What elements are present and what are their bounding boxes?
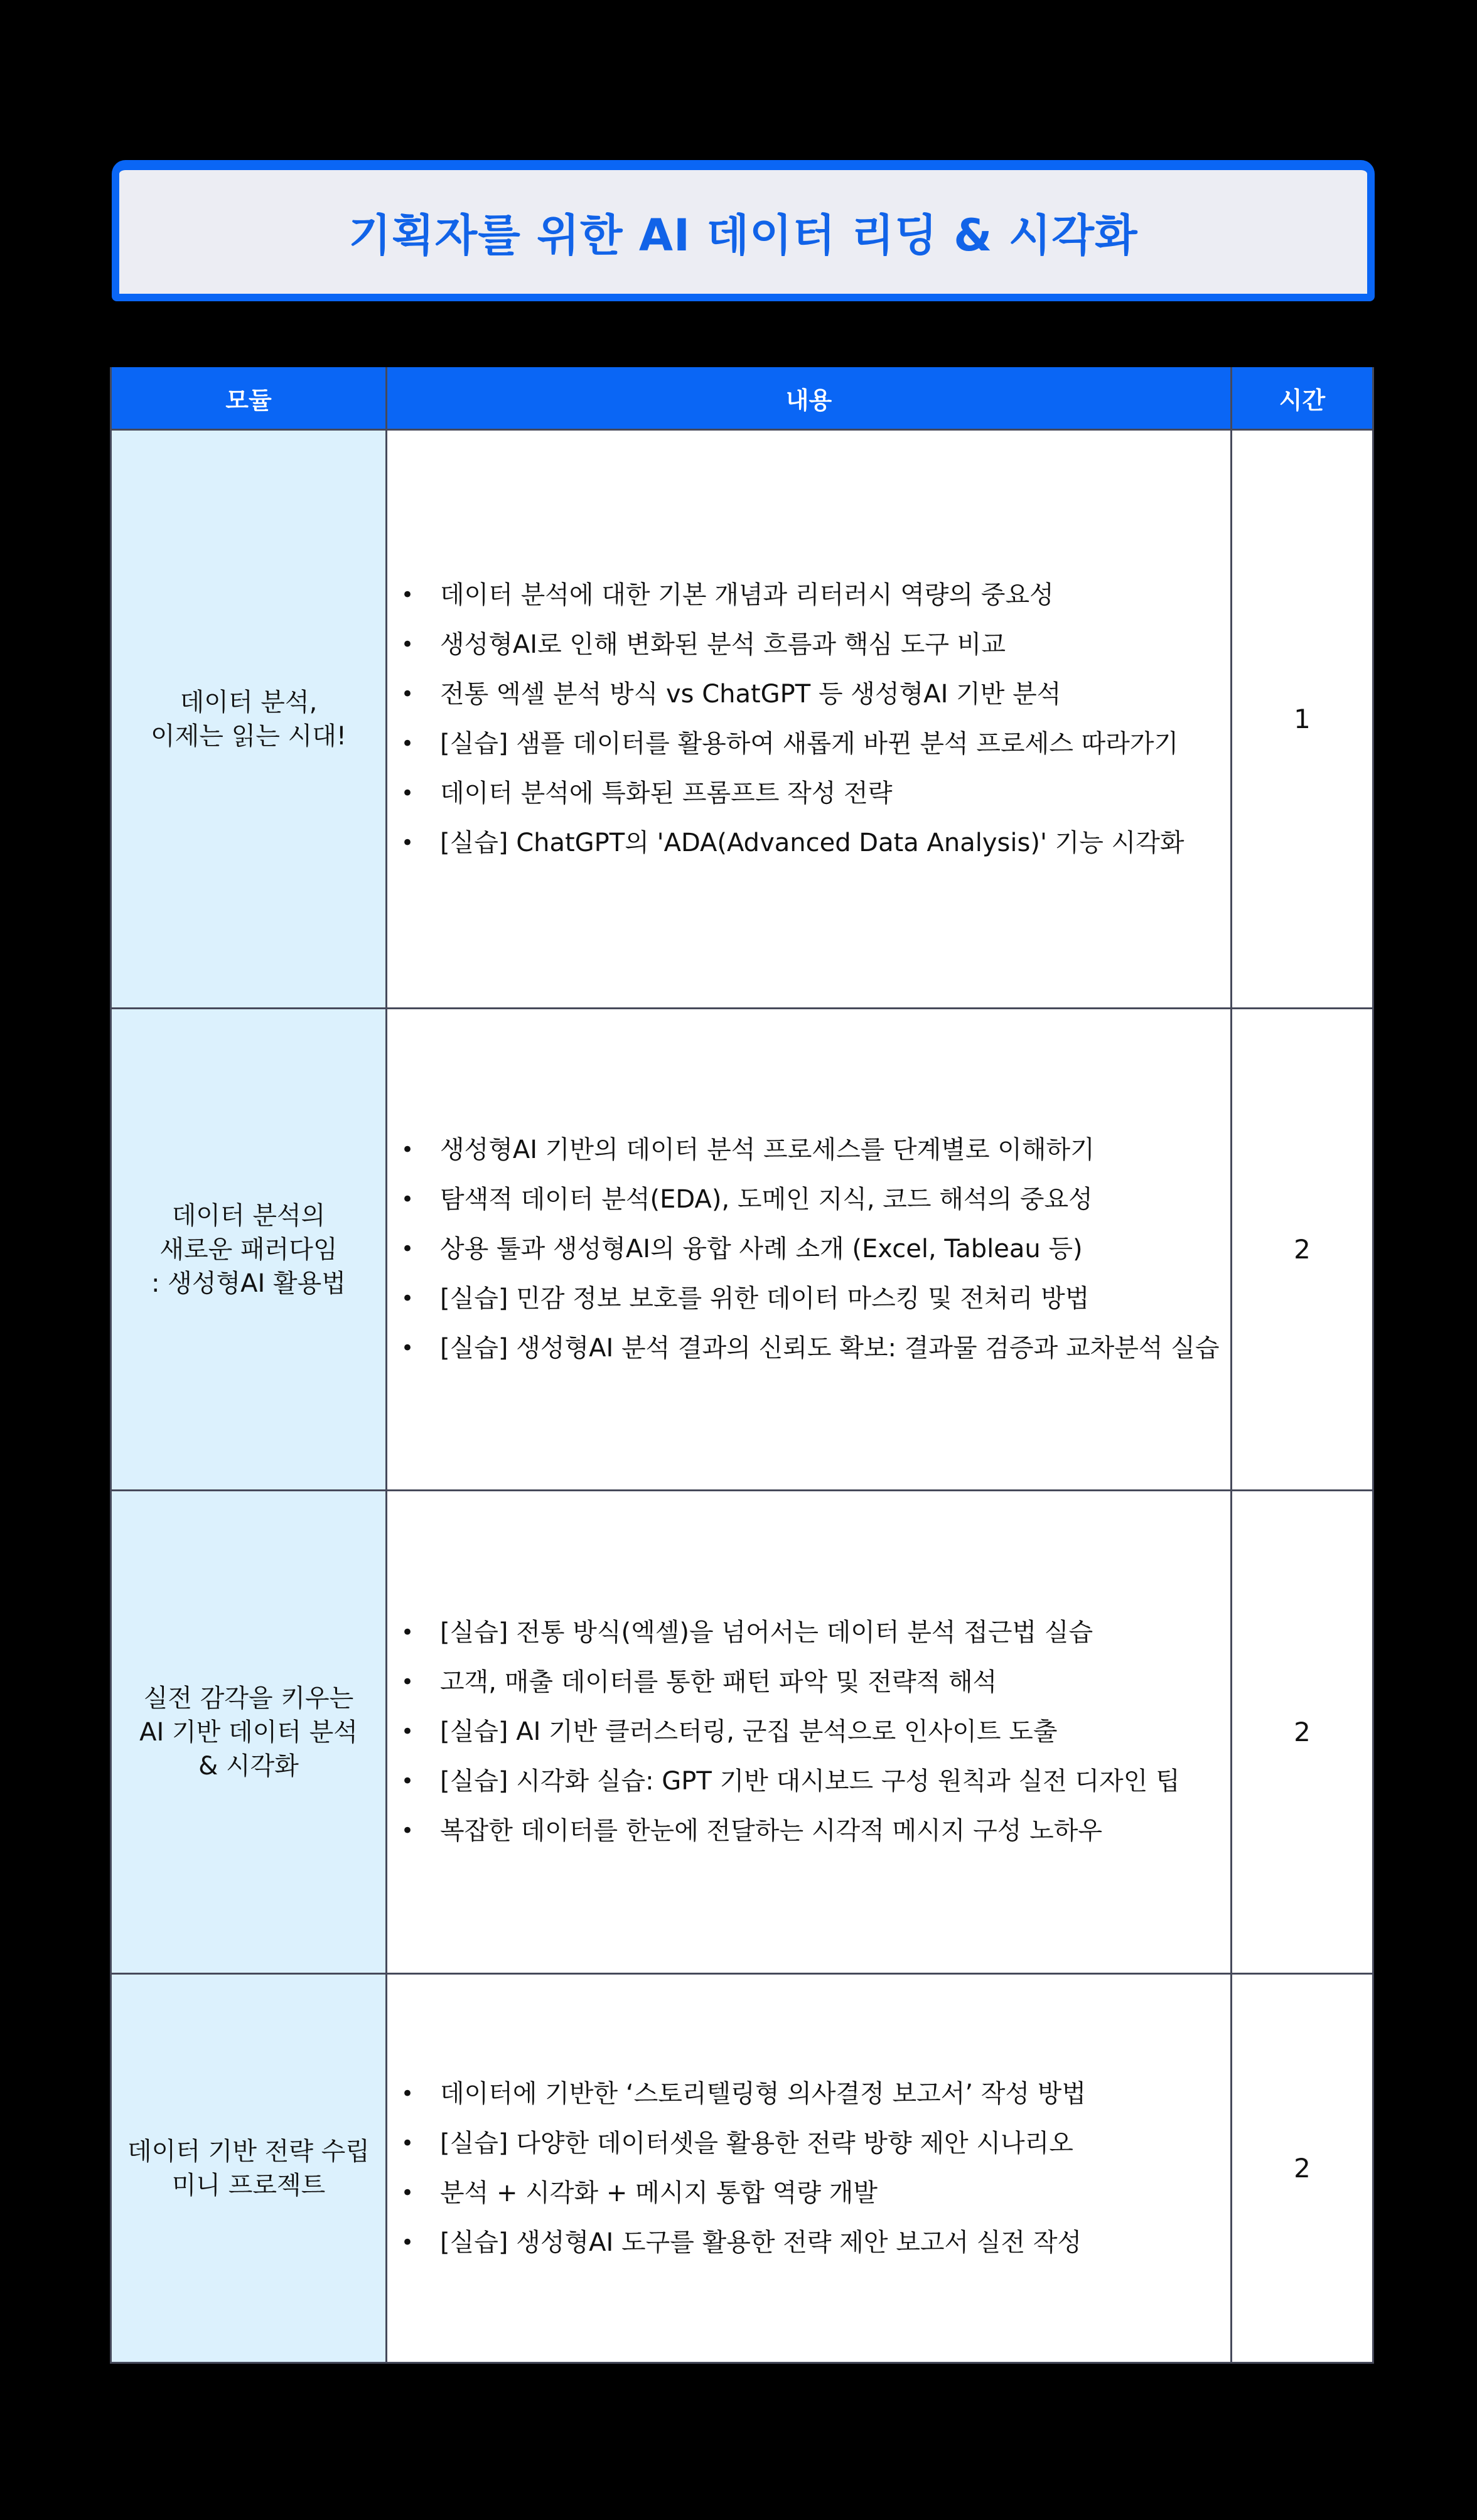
bullet-icon: • bbox=[401, 1670, 414, 1695]
module-title-line: AI 기반 데이터 분석 bbox=[139, 1717, 358, 1747]
bullet-icon: • bbox=[401, 2130, 414, 2156]
list-item bbox=[401, 1225, 1230, 1274]
list-item bbox=[401, 719, 1230, 769]
hours-cell: 1 bbox=[1232, 430, 1373, 1009]
list-item bbox=[401, 1757, 1230, 1806]
topic-text: [실습] 생성형AI 도구를 활용한 전략 제안 보고서 실전 작성 bbox=[440, 2228, 1082, 2257]
topic-list bbox=[387, 571, 1230, 868]
content-cell bbox=[387, 1491, 1232, 1974]
hours-cell: 2 bbox=[1232, 1974, 1373, 2363]
topic-list bbox=[387, 2069, 1230, 2268]
topic-text: [실습] 전통 방식(엑셀)을 넘어서는 데이터 분석 접근법 실습 bbox=[440, 1618, 1093, 1647]
topic-list bbox=[387, 1608, 1230, 1856]
list-item bbox=[401, 1324, 1230, 1373]
table-row bbox=[111, 430, 1373, 1009]
module-title-line: 이제는 읽는 시대! bbox=[151, 721, 346, 751]
module-cell bbox=[111, 1491, 387, 1974]
list-item bbox=[401, 2069, 1230, 2119]
topic-text: [실습] 생성형AI 분석 결과의 신뢰도 확보: 결과물 검증과 교차분석 실습 bbox=[440, 1334, 1220, 1363]
topic-text: [실습] AI 기반 클러스터링, 군집 분석으로 인사이트 도출 bbox=[440, 1717, 1058, 1746]
list-item bbox=[401, 1707, 1230, 1757]
table-row bbox=[111, 1491, 1373, 1974]
list-item bbox=[401, 1175, 1230, 1225]
bullet-icon: • bbox=[401, 2229, 414, 2255]
title-banner bbox=[112, 160, 1375, 301]
topic-text: 생성형AI로 인해 변화된 분석 흐름과 핵심 도구 비교 bbox=[440, 630, 1006, 659]
bullet-icon: • bbox=[401, 1719, 414, 1744]
topic-text: 고객, 매출 데이터를 통한 패턴 파악 및 전략적 해석 bbox=[440, 1668, 997, 1697]
bullet-icon: • bbox=[401, 780, 414, 806]
topic-text: [실습] 시각화 실습: GPT 기반 대시보드 구성 원칙과 실전 디자인 팁 bbox=[440, 1767, 1180, 1796]
bullet-icon: • bbox=[401, 2180, 414, 2206]
topic-text: 생성형AI 기반의 데이터 분석 프로세스를 단계별로 이해하기 bbox=[440, 1135, 1095, 1164]
header-hours: 시간 bbox=[1232, 367, 1373, 430]
topic-text: 데이터 분석에 특화된 프롬프트 작성 전략 bbox=[440, 778, 893, 808]
module-title-line: : 생성형AI 활용법 bbox=[151, 1268, 346, 1298]
bullet-icon: • bbox=[401, 1236, 414, 1262]
list-item bbox=[401, 670, 1230, 719]
content-cell bbox=[387, 430, 1232, 1009]
bullet-icon: • bbox=[401, 1620, 414, 1645]
page-title: 기획자를 위한 AI 데이터 리딩 & 시각화 bbox=[348, 210, 1138, 261]
bullet-icon: • bbox=[401, 1336, 414, 1361]
header-module: 모듈 bbox=[111, 367, 387, 430]
list-item bbox=[401, 1125, 1230, 1175]
curriculum-table bbox=[110, 367, 1374, 2364]
topic-text: 탐색적 데이터 분석(EDA), 도메인 지식, 코드 해석의 중요성 bbox=[440, 1185, 1093, 1214]
bullet-icon: • bbox=[401, 681, 414, 707]
module-title-line: 데이터 분석의 bbox=[171, 1201, 326, 1230]
list-item bbox=[401, 769, 1230, 818]
bullet-icon: • bbox=[401, 731, 414, 756]
module-title-line: 실전 감각을 키우는 bbox=[143, 1683, 354, 1713]
topic-text: [실습] 다양한 데이터셋을 활용한 전략 방향 제안 시나리오 bbox=[440, 2128, 1073, 2158]
topic-text: 복잡한 데이터를 한눈에 전달하는 시각적 메시지 구성 노하우 bbox=[440, 1816, 1103, 1845]
list-item bbox=[401, 620, 1230, 670]
topic-text: 분석 + 시각화 + 메시지 통합 역량 개발 bbox=[440, 2178, 878, 2207]
bullet-icon: • bbox=[401, 1286, 414, 1311]
bullet-icon: • bbox=[401, 582, 414, 608]
module-title-line: 새로운 패러다임 bbox=[159, 1235, 338, 1264]
list-item bbox=[401, 571, 1230, 620]
topic-text: [실습] 샘플 데이터를 활용하여 새롭게 바뀐 분석 프로세스 따라가기 bbox=[440, 729, 1179, 758]
module-title-line: 데이터 분석, bbox=[180, 687, 318, 717]
module-cell bbox=[111, 1974, 387, 2363]
list-item bbox=[401, 1608, 1230, 1658]
bullet-icon: • bbox=[401, 631, 414, 657]
module-cell bbox=[111, 430, 387, 1009]
list-item bbox=[401, 2119, 1230, 2169]
list-item bbox=[401, 1274, 1230, 1324]
table-row bbox=[111, 1974, 1373, 2363]
bullet-icon: • bbox=[401, 1137, 414, 1162]
topic-text: 전통 엑셀 분석 방식 vs ChatGPT 등 생성형AI 기반 분석 bbox=[440, 679, 1061, 709]
module-title-line: 데이터 기반 전략 수립 bbox=[127, 2137, 370, 2166]
content-cell bbox=[387, 1009, 1232, 1491]
bullet-icon: • bbox=[401, 1769, 414, 1794]
module-title-line: & 시각화 bbox=[198, 1751, 299, 1781]
module-cell bbox=[111, 1009, 387, 1491]
topic-text: [실습] ChatGPT의 'ADA(Advanced Data Analysis)' 기능 시각화 bbox=[440, 828, 1184, 857]
list-item bbox=[401, 1658, 1230, 1707]
bullet-icon: • bbox=[401, 830, 414, 855]
topic-text: 데이터에 기반한 ‘스토리텔링형 의사결정 보고서’ 작성 방법 bbox=[440, 2079, 1087, 2108]
topic-text: 데이터 분석에 대한 기본 개념과 리터러시 역량의 중요성 bbox=[440, 580, 1054, 609]
bullet-icon: • bbox=[401, 1818, 414, 1843]
list-item bbox=[401, 2169, 1230, 2218]
hours-cell: 2 bbox=[1232, 1009, 1373, 1491]
header-content: 내용 bbox=[387, 367, 1232, 430]
content-cell bbox=[387, 1974, 1232, 2363]
topic-text: 상용 툴과 생성형AI의 융합 사례 소개 (Excel, Tableau 등) bbox=[440, 1235, 1083, 1263]
hours-cell: 2 bbox=[1232, 1491, 1373, 1974]
topic-text: [실습] 민감 정보 보호를 위한 데이터 마스킹 및 전처리 방법 bbox=[440, 1284, 1090, 1313]
table-row bbox=[111, 1009, 1373, 1491]
bullet-icon: • bbox=[401, 1187, 414, 1212]
module-title-line: 미니 프로젝트 bbox=[171, 2170, 326, 2200]
bullet-icon: • bbox=[401, 2081, 414, 2106]
list-item bbox=[401, 2218, 1230, 2268]
list-item bbox=[401, 818, 1230, 868]
topic-list bbox=[387, 1125, 1230, 1373]
table-header-row bbox=[111, 367, 1373, 430]
list-item bbox=[401, 1806, 1230, 1856]
